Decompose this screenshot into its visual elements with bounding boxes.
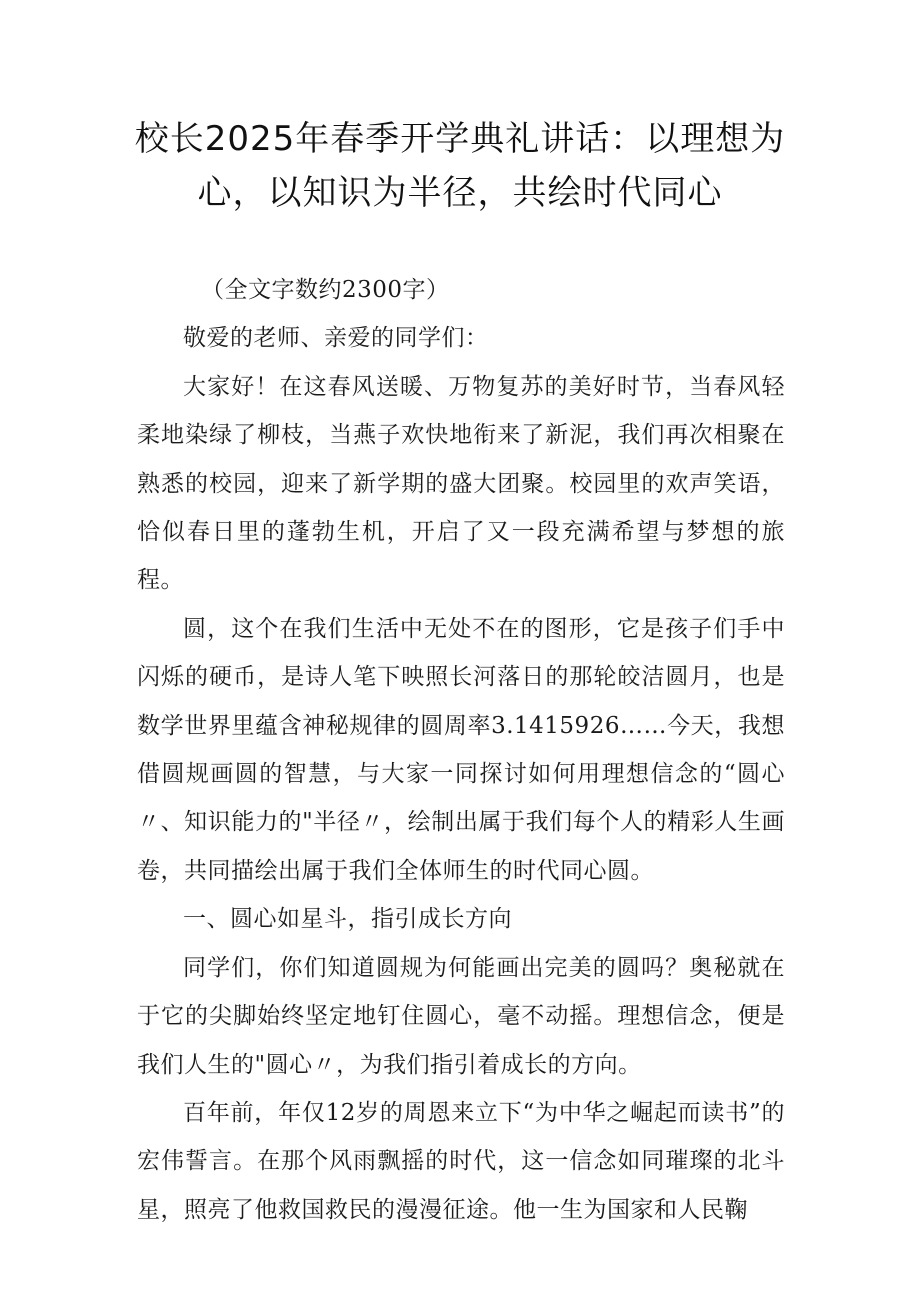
salutation: 敬爱的老师、亲爱的同学们： [183,325,489,352]
word-count-note: （全文字数约2300字） [201,277,450,303]
paragraph-zhou-enlai: 百年前，年仅12岁的周恩来立下“为中华之崛起而读书”的宏伟誓言。在那个风雨飘摇的时代，这一信念如同璀璨的北斗星，照亮了他救国救民的漫漫征途。他一生为国家和人民鞠 [137,1099,785,1223]
paragraph-greeting: 大家好！在这春风送暖、万物复苏的美好时节，当春风轻柔地染绿了柳枝，当燕子欢快地衔来了新泥，我们再次相聚在熟悉的校园，迎来了新学期的盛大团聚。校园里的欢声笑语，恰似春日里的蓬勃生机，开启了又一段充满希望与梦想的旅程。 [137,373,785,594]
document-body [137,266,785,1234]
document-title [120,112,800,220]
title-line-1: 校长2025年春季开学典礼讲话：以理想为 [134,119,786,159]
paragraph-compass: 同学们，你们知道圆规为何能画出完美的圆吗？奥秘就在于它的尖脚始终坚定地钉住圆心，毫不动摇。理想信念，便是我们人生的"圆心〃，为我们指引着成长的方向。 [137,954,785,1078]
paragraph-circle: 圆，这个在我们生活中无处不在的图形，它是孩子们手中闪烁的硬币，是诗人笔下映照长河落日的那轮皎洁圆月，也是数学世界里蕴含神秘规律的圆周率3.1415926……今天，我想借圆规画圆的智慧，与大家一同探讨如何用理想信念的“圆心〃、知识能力的"半径〃，绘制出属于我们每个人的精彩人生画卷，共同描绘出属于我们全体师生的时代同心圆。 [137,615,785,884]
title-line-2: 心，以知识为半径，共绘时代同心 [197,173,723,213]
section-heading-1: 一、圆心如星斗，指引成长方向 [183,906,512,933]
